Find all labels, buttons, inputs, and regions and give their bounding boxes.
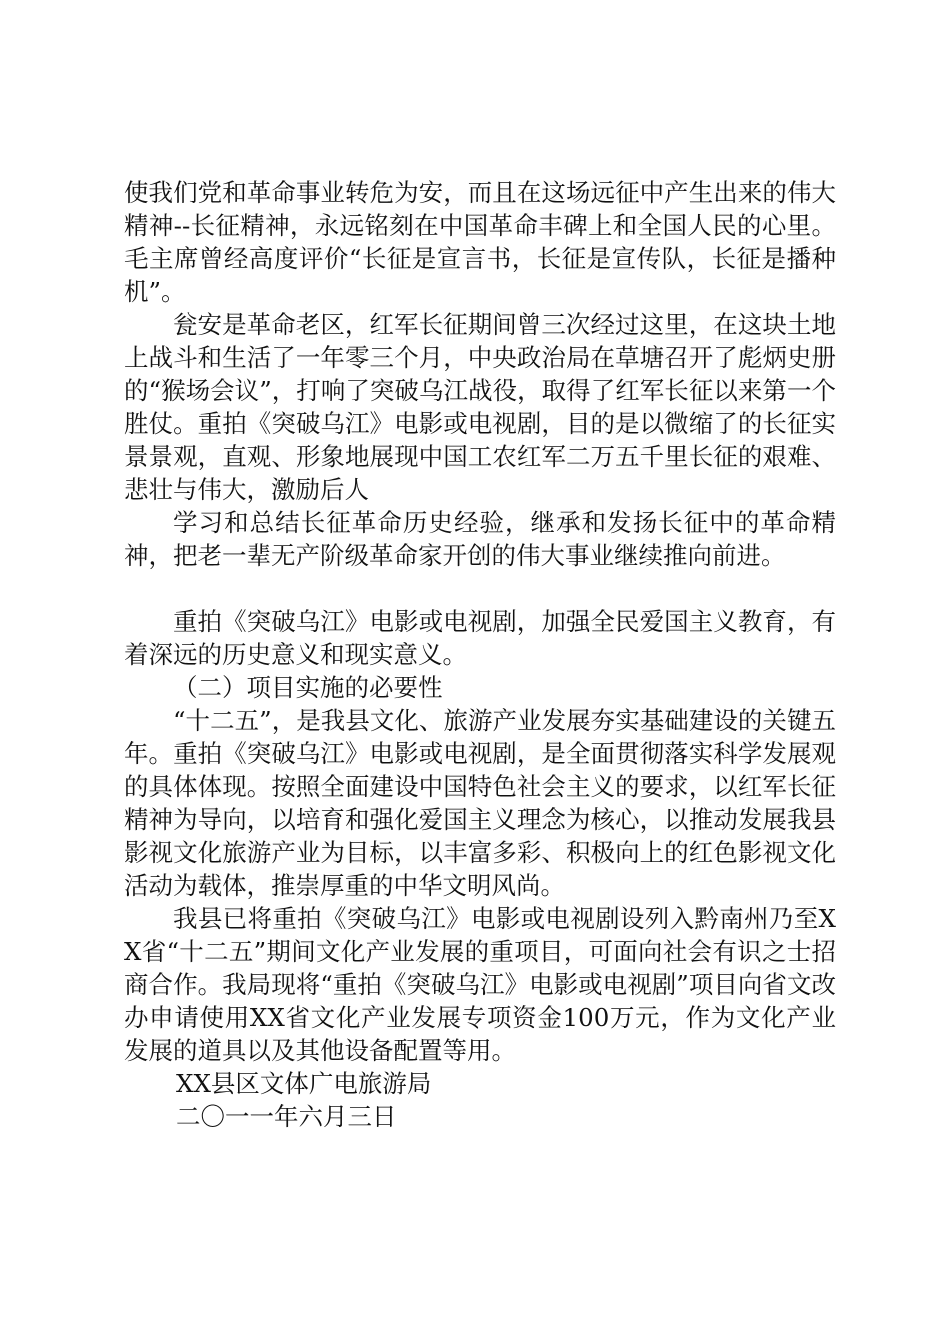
paragraph-learning: 学习和总结长征革命历史经验，继承和发扬长征中的革命精神，把老一辈无产阶级革命家开创的伟大事业继续推向前进。 bbox=[124, 508, 836, 570]
paragraph-twelfth-five-year: “十二五”，是我县文化、旅游产业发展夯实基础建设的关键五年。重拍《突破乌江》电影或电视剧，是全面贯彻落实科学发展观的具体体现。按照全面建设中国特色社会主义的要求，以红军长征精神为导向，以培育和强化爱国主义理念为核心，以推动发展我县影视文化旅游产业为目标，以丰富多彩、积极向上的红色影视文化活动为载体，推崇厚重的中华文明风尚。 bbox=[124, 706, 836, 900]
signature-org: XX县区文体广电旅游局 bbox=[176, 1069, 432, 1098]
paragraph-funding-request: 我县已将重拍《突破乌江》电影或电视剧设列入黔南州乃至XX省“十二五”期间文化产业发展的重项目，可面向社会有识之士招商合作。我局现将“重拍《突破乌江》电影或电视剧”项目向省文改办申请使用XX省文化产业发展专项资金100万元，作为文化产业发展的道具以及其他设备配置等用。 bbox=[124, 904, 836, 1065]
section-heading-necessity: （二）项目实施的必要性 bbox=[173, 673, 443, 702]
paragraph-wengan: 瓮安是革命老区，红军长征期间曾三次经过这里，在这块土地上战斗和生活了一年零三个月，中央政治局在草塘召开了彪炳史册的“猴场会议”，打响了突破乌江战役，取得了红军长征以来第一个胜仗。重拍《突破乌江》电影或电视剧，目的是以微缩了的长征实景景观，直观、形象地展现中国工农红军二万五千里长征的艰难、悲壮与伟大，激励后人 bbox=[124, 310, 836, 504]
document-body bbox=[124, 176, 836, 1133]
paragraph-continuation: 使我们党和革命事业转危为安，而且在这场远征中产生出来的伟大精神--长征精神，永远铭刻在中国革命丰碑上和全国人民的心里。毛主席曾经高度评价“长征是宣言书，长征是宣传队，长征是播种机”。 bbox=[124, 178, 836, 306]
paragraph-significance: 重拍《突破乌江》电影或电视剧，加强全民爱国主义教育，有着深远的历史意义和现实意义。 bbox=[124, 607, 836, 669]
signature-date: 二〇一一年六月三日 bbox=[176, 1102, 397, 1131]
